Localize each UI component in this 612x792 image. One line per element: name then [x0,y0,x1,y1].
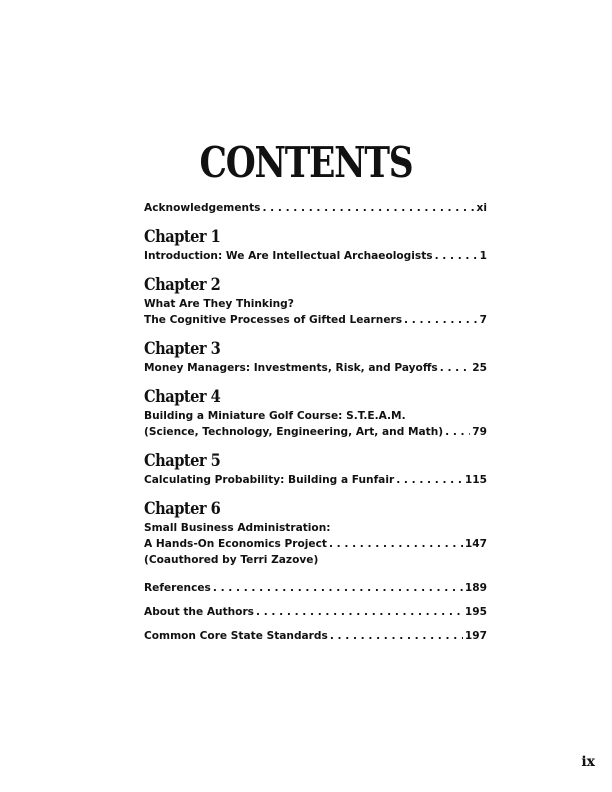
leader-dots [435,248,478,264]
toc-entry-text: What Are They Thinking? [144,298,294,310]
toc-entry-chapter-4[interactable] [144,424,487,440]
toc-page-number: 25 [472,362,487,374]
toc-entry-text: A Hands-On Economics Project [144,538,327,550]
toc-entry-text: References [144,582,211,594]
leader-dots [256,604,463,620]
chapter-6-heading[interactable]: Chapter 6 [144,499,221,519]
toc-entry-text: Acknowledgements [144,202,261,214]
toc-entry-about-the-authors[interactable] [144,604,487,620]
leader-dots [330,628,463,644]
toc-entry-text: (Science, Technology, Engineering, Art, and Math) [144,426,444,438]
toc-page-number: 197 [464,630,487,642]
leader-dots [213,580,463,596]
toc-entry-references[interactable] [144,580,487,596]
page-number: ix [581,754,595,770]
table-of-contents [144,200,487,644]
toc-entry-chapter-5[interactable] [144,472,487,488]
toc-entry-common-core[interactable] [144,628,487,644]
toc-entry-text: Money Managers: Investments, Risk, and Payoffs [144,362,438,374]
leader-dots [404,312,478,328]
toc-entry-chapter-3[interactable] [144,360,487,376]
leader-dots [440,360,471,376]
toc-entry-text: About the Authors [144,606,254,618]
leader-dots [329,536,463,552]
toc-page-number: xi [476,202,487,214]
toc-entry-text: Common Core State Standards [144,630,328,642]
toc-page-number: 147 [464,538,487,550]
toc-entry-chapter-6[interactable] [144,536,487,552]
toc-entry-text: The Cognitive Processes of Gifted Learners [144,314,403,326]
toc-entry-text: Introduction: We Are Intellectual Archaeologists [144,250,433,262]
toc-page-number: 1 [479,250,487,262]
toc-entry-text: (Coauthored by Terri Zazove) [144,554,319,566]
chapter-2-heading[interactable]: Chapter 2 [144,275,221,295]
toc-entry-acknowledgements[interactable] [144,200,487,216]
toc-entry-chapter-2[interactable] [144,312,487,328]
leader-dots [262,200,474,216]
leader-dots [396,472,463,488]
toc-page-number: 195 [464,606,487,618]
toc-page-number: 115 [464,474,487,486]
toc-page-number: 7 [479,314,487,326]
toc-entry-text: Small Business Administration: [144,522,331,534]
toc-page-number: 189 [464,582,487,594]
chapter-3-heading[interactable]: Chapter 3 [144,339,221,359]
toc-entry-chapter-1[interactable] [144,248,487,264]
chapter-1-heading[interactable]: Chapter 1 [144,227,221,247]
toc-page-number: 79 [472,426,487,438]
chapter-4-heading[interactable]: Chapter 4 [144,387,221,407]
page-title: CONTENTS [199,138,413,187]
leader-dots [445,424,470,440]
toc-entry-text: Building a Miniature Golf Course: S.T.E.A.M. [144,410,406,422]
chapter-5-heading[interactable]: Chapter 5 [144,451,221,471]
toc-entry-text: Calculating Probability: Building a Funfair [144,474,395,486]
